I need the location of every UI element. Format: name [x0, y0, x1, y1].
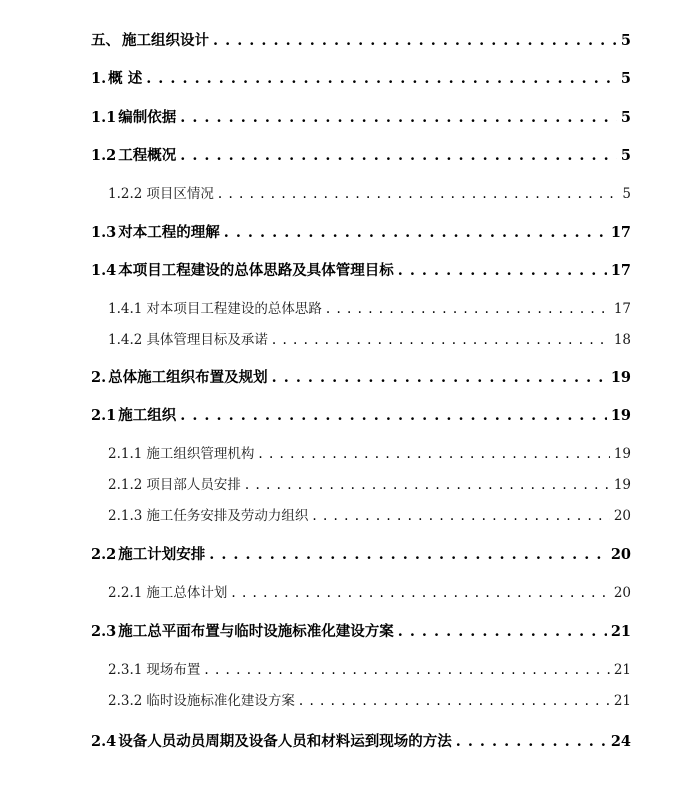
- toc-entry-page: 20: [613, 585, 631, 601]
- toc-entry-title: 本项目工程建设的总体思路及具体管理目标: [118, 262, 394, 279]
- toc-entry-page: 17: [610, 224, 631, 241]
- toc-entry-number: 1.3: [91, 224, 117, 241]
- toc-entry[interactable]: [108, 583, 631, 603]
- toc-entry-number: 五、: [91, 32, 120, 49]
- toc-entry-title: 编制依据: [118, 109, 177, 126]
- toc-entry-number: 2.4: [91, 733, 117, 750]
- toc-dot-leader: [209, 545, 607, 565]
- toc-entry-number: 1.: [91, 70, 107, 87]
- toc-entry[interactable]: [108, 299, 631, 319]
- toc-entry[interactable]: [91, 545, 631, 565]
- toc-entry-page: 19: [613, 477, 631, 493]
- toc-entry-title: 对本项目工程建设的总体思路: [146, 301, 322, 317]
- toc-entry-page: 21: [613, 662, 631, 678]
- toc-entry[interactable]: [108, 660, 631, 680]
- toc-entry[interactable]: [91, 406, 631, 426]
- toc-entry-title: 具体管理目标及承诺: [146, 332, 268, 348]
- toc-entry-page: 5: [620, 109, 631, 126]
- toc-entry-page: 24: [610, 733, 631, 750]
- toc-dot-leader: [245, 475, 610, 495]
- toc-entry[interactable]: [91, 622, 631, 642]
- toc-entry-page: 19: [610, 369, 631, 386]
- toc-entry-number: 2.1.2: [108, 477, 143, 493]
- toc-entry-page: 21: [610, 623, 631, 640]
- toc-entry[interactable]: [108, 330, 631, 350]
- toc-entry-page: 17: [610, 262, 631, 279]
- toc-entry-title: 施工组织: [118, 407, 177, 424]
- toc-entry-title: 施工计划安排: [118, 546, 206, 563]
- toc-dot-leader: [326, 299, 610, 319]
- toc-dot-leader: [218, 184, 619, 204]
- toc-entry-number: 1.2.2: [108, 186, 143, 202]
- toc-dot-leader: [213, 31, 617, 51]
- toc-entry[interactable]: [91, 108, 631, 128]
- toc-entry-number: 2.2: [91, 546, 117, 563]
- toc-dot-leader: [204, 660, 609, 680]
- toc-entry-title: 施工总体计划: [146, 585, 228, 601]
- toc-entry-number: 2.1.3: [108, 508, 143, 524]
- toc-dot-leader: [299, 691, 610, 711]
- toc-entry-number: 1.1: [91, 109, 117, 126]
- toc-entry-number: 2.1.1: [108, 446, 143, 462]
- toc-entry-page: 20: [610, 546, 631, 563]
- toc-entry[interactable]: [108, 691, 631, 711]
- toc-dot-leader: [398, 622, 607, 642]
- toc-dot-leader: [456, 732, 607, 752]
- toc-entry[interactable]: [91, 69, 631, 89]
- toc-entry-page: 20: [613, 508, 631, 524]
- toc-entry[interactable]: [91, 223, 631, 243]
- toc-entry-title: 总体施工组织布置及规划: [108, 369, 268, 386]
- toc-entry-page: 18: [613, 332, 631, 348]
- toc-entry[interactable]: [108, 444, 631, 464]
- toc-dot-leader: [398, 261, 607, 281]
- toc-entry-number: 1.2: [91, 147, 117, 164]
- toc-entry-title: 施工组织设计: [122, 32, 209, 49]
- toc-entry-title: 施工组织管理机构: [146, 446, 255, 462]
- toc-entry[interactable]: [108, 475, 631, 495]
- toc-dot-leader: [312, 506, 609, 526]
- toc-entry-page: 19: [610, 407, 631, 424]
- toc-entry-title: 对本工程的理解: [118, 224, 220, 241]
- toc-entry[interactable]: [108, 184, 631, 204]
- toc-dot-leader: [231, 583, 609, 603]
- toc-entry-number: 2.2.1: [108, 585, 143, 601]
- toc-dot-leader: [272, 330, 610, 350]
- toc-entry-title: 概 述: [108, 70, 143, 87]
- toc-dot-leader: [180, 108, 617, 128]
- toc-entry[interactable]: [91, 368, 631, 388]
- toc-dot-leader: [146, 69, 617, 89]
- toc-entry-page: 5: [620, 147, 631, 164]
- toc-entry-title: 设备人员动员周期及设备人员和材料运到现场的方法: [118, 733, 452, 750]
- toc-entry-number: 2.3.1: [108, 662, 143, 678]
- toc-dot-leader: [180, 146, 617, 166]
- toc-entry-title: 项目区情况: [146, 186, 214, 202]
- toc-entry-page: 17: [613, 301, 631, 317]
- toc-entry-page: 5: [620, 70, 631, 87]
- toc-dot-leader: [224, 223, 607, 243]
- toc-entry-title: 施工任务安排及劳动力组织: [146, 508, 309, 524]
- toc-entry-title: 工程概况: [118, 147, 177, 164]
- toc-entry-page: 21: [613, 693, 631, 709]
- toc-entry-number: 2.3: [91, 623, 117, 640]
- toc-entry-title: 现场布置: [146, 662, 201, 678]
- toc-dot-leader: [258, 444, 609, 464]
- toc-entry-number: 2.: [91, 369, 107, 386]
- toc-entry-title: 项目部人员安排: [146, 477, 241, 493]
- toc-entry-number: 2.1: [91, 407, 117, 424]
- toc-entry-page: 19: [613, 446, 631, 462]
- toc-entry[interactable]: [91, 732, 631, 752]
- toc-entry[interactable]: [108, 506, 631, 526]
- toc-entry[interactable]: [91, 146, 631, 166]
- toc-dot-leader: [272, 368, 607, 388]
- toc-entry[interactable]: [91, 31, 631, 51]
- toc-entry-number: 2.3.2: [108, 693, 143, 709]
- toc-entry-title: 施工总平面布置与临时设施标准化建设方案: [118, 623, 394, 640]
- toc-entry-number: 1.4: [91, 262, 117, 279]
- toc-entry-number: 1.4.1: [108, 301, 143, 317]
- toc-entry-page: 5: [622, 186, 631, 202]
- toc-dot-leader: [180, 406, 607, 426]
- toc-entry-number: 1.4.2: [108, 332, 143, 348]
- toc-entry[interactable]: [91, 261, 631, 281]
- toc-entry-title: 临时设施标准化建设方案: [146, 693, 295, 709]
- toc-entry-page: 5: [620, 32, 631, 49]
